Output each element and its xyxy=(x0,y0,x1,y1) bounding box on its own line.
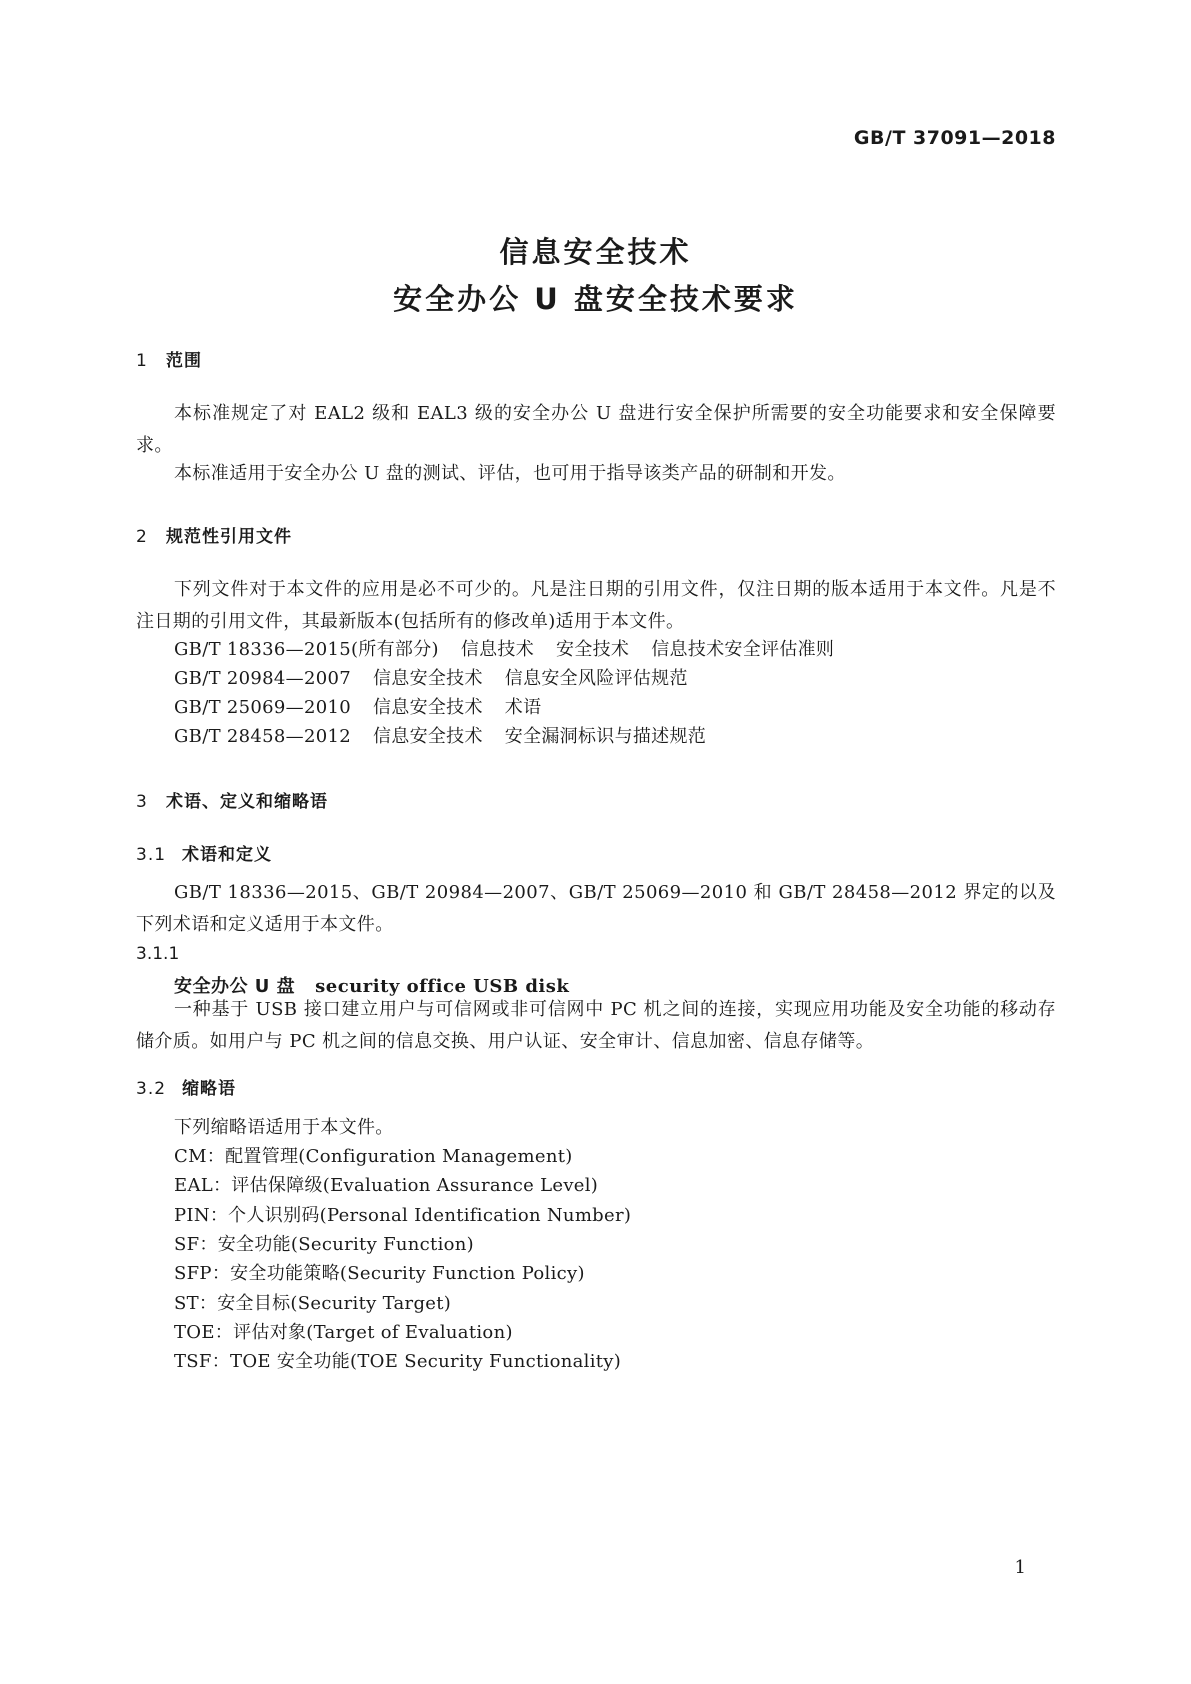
normative-reference: GB/T 28458—2012 信息安全技术 安全漏洞标识与描述规范 xyxy=(174,726,707,747)
term-chinese: 安全办公 U 盘 xyxy=(174,976,296,997)
abbreviation-item: SFP：安全功能策略(Security Function Policy) xyxy=(174,1263,585,1284)
term-number: 3.1.1 xyxy=(136,944,180,964)
term-definition: 一种基于 USB 接口建立用户与可信网或非可信网中 PC 机之间的连接，实现应用功能及安全功能的移动存储介质。如用户与 PC 机之间的信息交换、用户认证、安全审计、信息加密、信息存储等。 xyxy=(136,999,1056,1052)
normative-reference: GB/T 25069—2010 信息安全技术 术语 xyxy=(174,697,542,718)
section-1-paragraph-1: 本标准规定了对 EAL2 级和 EAL3 级的安全办公 U 盘进行安全保护所需要的安全功能要求和安全保障要求。 xyxy=(136,403,1056,456)
section-3-2-heading xyxy=(136,1074,236,1099)
section-1-number: 1 xyxy=(136,351,148,371)
section-1-paragraph-2: 本标准适用于安全办公 U 盘的测试、评估，也可用于指导该类产品的研制和开发。 xyxy=(174,463,846,484)
abbreviation-item: TOE：评估对象(Target of Evaluation) xyxy=(174,1322,513,1343)
normative-reference: GB/T 18336—2015(所有部分) 信息技术 安全技术 信息技术安全评估准则 xyxy=(174,639,835,660)
abbreviation-item: CM：配置管理(Configuration Management) xyxy=(174,1146,573,1167)
section-3-2-number: 3.2 xyxy=(136,1079,167,1099)
section-3-heading xyxy=(136,787,328,812)
section-3-title: 术语、定义和缩略语 xyxy=(166,792,328,812)
term-english: security office USB disk xyxy=(315,976,570,997)
document-title-line2: 安全办公 U 盘安全技术要求 xyxy=(393,282,798,316)
section-3-2-title: 缩略语 xyxy=(182,1079,236,1099)
section-2-paragraph: 下列文件对于本文件的应用是必不可少的。凡是注日期的引用文件，仅注日期的版本适用于本文件。凡是不注日期的引用文件，其最新版本(包括所有的修改单)适用于本文件。 xyxy=(136,579,1056,632)
normative-reference: GB/T 20984—2007 信息安全技术 信息安全风险评估规范 xyxy=(174,668,688,689)
abbreviation-item: EAL：评估保障级(Evaluation Assurance Level) xyxy=(174,1175,599,1196)
section-3-1-paragraph: GB/T 18336—2015、GB/T 20984—2007、GB/T 25069—2010 和 GB/T 28458—2012 界定的以及下列术语和定义适用于本文件。 xyxy=(136,882,1056,935)
section-3-1-heading xyxy=(136,840,272,865)
section-1-heading xyxy=(136,346,202,371)
standard-code: GB/T 37091—2018 xyxy=(853,127,1056,149)
document-title-line1: 信息安全技术 xyxy=(499,235,692,269)
abbreviation-item: TSF：TOE 安全功能(TOE Security Functionality) xyxy=(174,1351,622,1372)
abbreviation-item: SF：安全功能(Security Function) xyxy=(174,1234,474,1255)
abbreviation-item: PIN：个人识别码(Personal Identification Number) xyxy=(174,1205,632,1226)
section-2-number: 2 xyxy=(136,527,148,547)
section-3-1-title: 术语和定义 xyxy=(182,845,272,865)
abbreviation-item: ST：安全目标(Security Target) xyxy=(174,1293,452,1314)
section-2-title: 规范性引用文件 xyxy=(166,527,292,547)
section-1-title: 范围 xyxy=(166,351,202,371)
page-number: 1 xyxy=(1014,1557,1026,1578)
section-2-heading xyxy=(136,522,292,547)
abbreviations-intro: 下列缩略语适用于本文件。 xyxy=(174,1117,394,1138)
section-3-1-number: 3.1 xyxy=(136,845,167,865)
section-3-number: 3 xyxy=(136,792,148,812)
